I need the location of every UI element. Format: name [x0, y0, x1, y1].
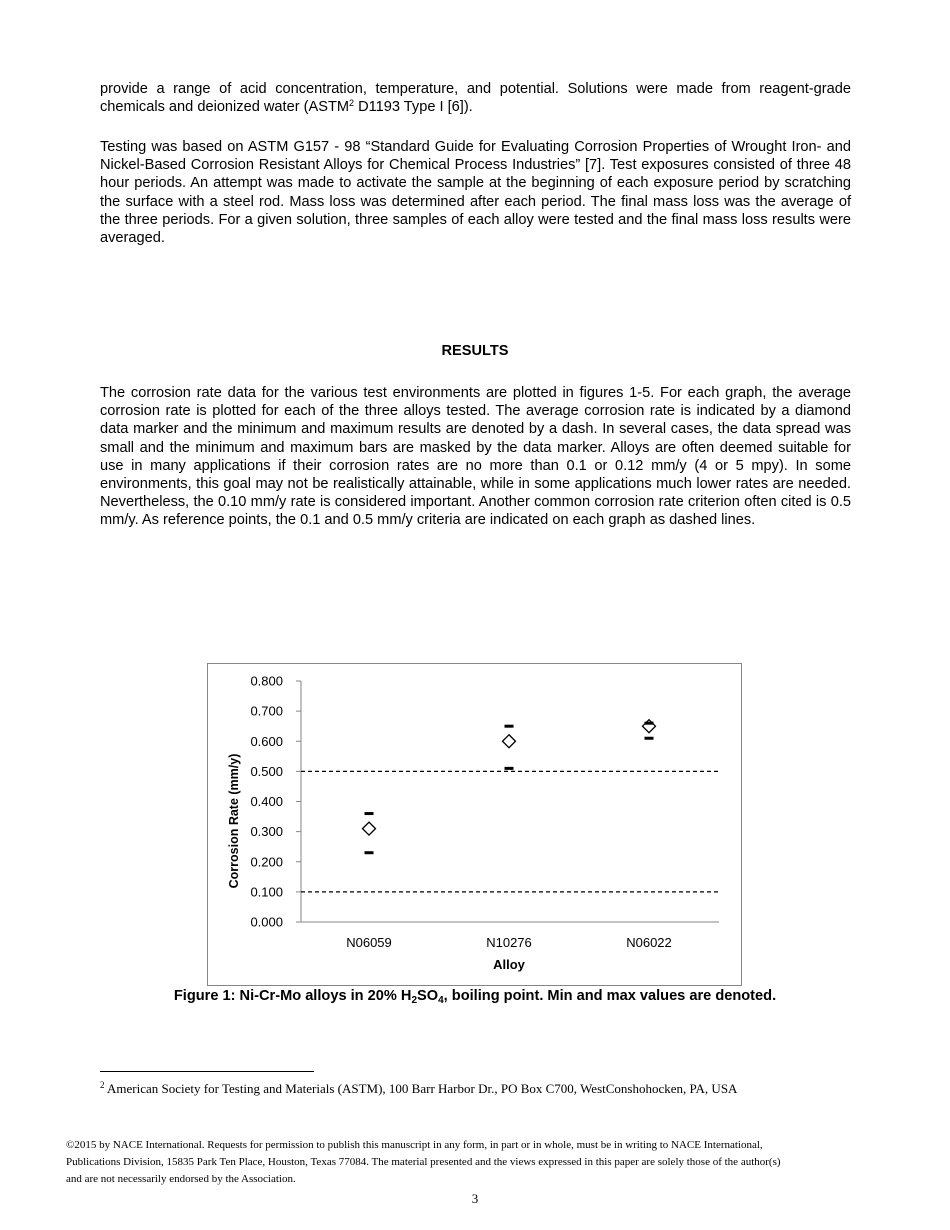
paragraph-testing: Testing was based on ASTM G157 - 98 “Standard Guide for Evaluating Corrosion Properties of Wrought Iron- and Nickel-Based Corrosion Resistant Alloys for Chemical Process Industries” [7]. Test exposures consisted of three 48 hour periods. An attempt was made to activate the sample at the beginning of each exposure period by scratching the surface with a steel rod. Mass loss was determined after each period. The final mass loss was the average of the three periods. For a given solution, three samples of each alloy were tested and the final mass loss results were averaged.	[100, 139, 851, 247]
section-heading-results: RESULTS	[441, 343, 509, 359]
maximum-dash-marker	[645, 722, 654, 725]
paragraph-materials	[100, 80, 851, 116]
footnote-ref: 2	[349, 98, 355, 109]
paragraph-results: The corrosion rate data for the various test environments are plotted in figures 1-5. For each graph, the average corrosion rate is plotted for each of the three alloys tested. The average corrosion rate is indicated by a diamond data marker and the minimum and maximum results are denoted by a dash. In several cases, the data spread was small and the minimum and maximum bars are masked by the data marker. Alloys are often deemed suitable for use in many applications if their corrosion rates are no more than 0.1 or 0.12 mm/y (4 or 5 mpy). In some environments, this goal may not be realistically attainable, while in some applications much lower rates are needed. Nevertheless, the 0.10 mm/y rate is considered important. Another common corrosion rate criterion often cited is 0.5 mm/y. As reference points, the 0.1 and 0.5 mm/y criteria are indicated on each graph as dashed lines.	[100, 385, 851, 529]
y-axis-label: Corrosion Rate (mm/y)	[227, 753, 241, 889]
x-tick-label: N06022	[626, 935, 672, 950]
footnote-text: American Society for Testing and Materials (ASTM), 100 Barr Harbor Dr., PO Box C700, WestConshohocken, PA, USA	[104, 1081, 738, 1096]
y-tick-label: 0.400	[250, 794, 283, 809]
maximum-dash-marker	[505, 725, 514, 728]
y-tick-label: 0.700	[250, 703, 283, 719]
x-axis-label: Alloy	[493, 957, 525, 972]
x-tick-label: N10276	[486, 935, 532, 950]
footnote-divider	[100, 1071, 314, 1072]
maximum-dash-marker	[365, 812, 374, 815]
y-tick-label: 0.100	[250, 884, 283, 900]
footnote	[100, 1081, 737, 1097]
page-number: 3	[471, 1191, 479, 1206]
copyright-notice: ©2015 by NACE International. Requests for permission to publish this manuscript in any form, in part or in whole, must be in writing to NACE International, Publications Division, 15835 Park Ten Place, Houston, Texas 77084. The material presented and the views expressed in this paper are solely those of the author(s) and are not necessarily endorsed by the Association.	[66, 1139, 781, 1185]
y-tick-label: 0.800	[250, 673, 283, 689]
caption-subscript-2: 2	[411, 995, 418, 1006]
y-tick-label: 0.200	[250, 854, 283, 870]
minimum-dash-marker	[645, 737, 654, 740]
minimum-dash-marker	[365, 851, 374, 854]
caption-text-pre: Figure 1: Ni-Cr-Mo alloys in 20% H	[173, 988, 412, 1004]
paragraph-materials-tail: D1193 Type I [6]).	[354, 99, 473, 116]
caption-text-mid: SO	[417, 988, 439, 1004]
y-tick-label: 0.000	[250, 914, 283, 930]
corrosion-rate-chart	[207, 663, 743, 987]
y-tick-label: 0.300	[250, 824, 283, 840]
figure-caption	[0, 988, 950, 1006]
caption-text-post: , boiling point. Min and max values are denoted.	[443, 988, 777, 1004]
paragraph-materials-text: provide a range of acid concentration, temperature, and potential. Solutions were made from reagent-grade chemicals and deionized water (ASTM	[100, 81, 851, 116]
y-tick-label: 0.500	[250, 763, 283, 779]
x-tick-label: N06059	[346, 935, 392, 950]
y-tick-label: 0.600	[250, 733, 283, 749]
caption-subscript-4: 4	[438, 995, 444, 1006]
minimum-dash-marker	[505, 767, 514, 770]
footnote-marker: 2	[100, 1080, 105, 1090]
